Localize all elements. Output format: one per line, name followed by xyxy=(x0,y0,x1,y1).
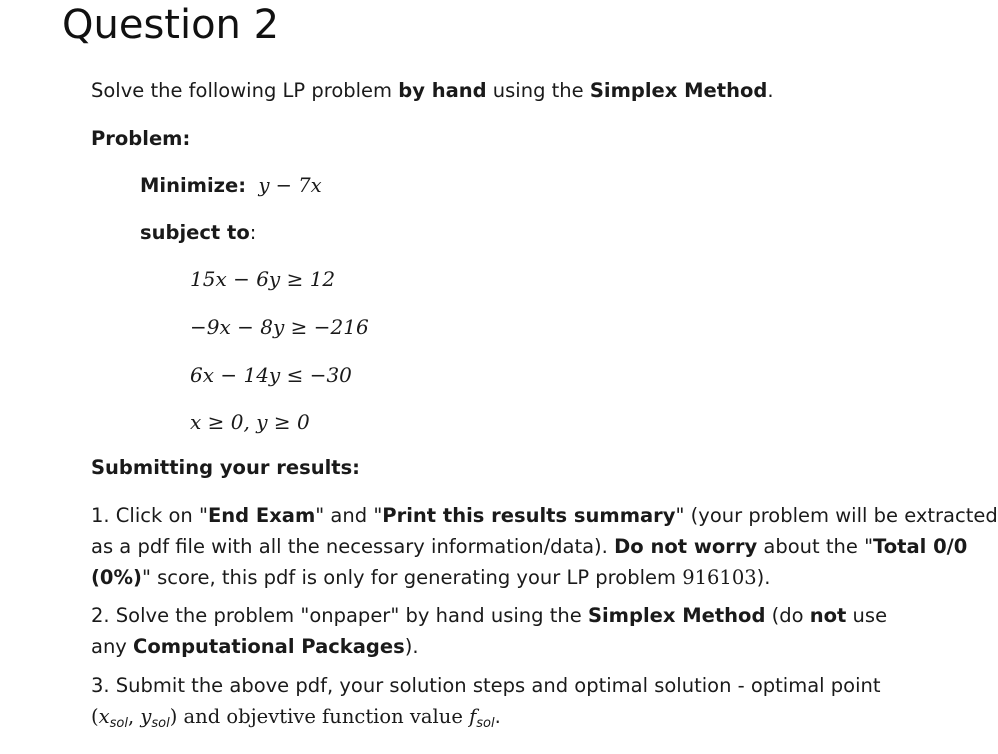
step-1-line-2: as a pdf file with all the necessary information/data). Do not worry about the "Total 0/0 xyxy=(91,535,968,558)
step-3-line-2: ($x_{sol}$, $y_{sol}$) and objevtive function value $f_{sol}$. xyxy=(91,705,501,731)
objective-expression: y − 7x xyxy=(258,174,322,197)
objective-line: Minimize: y − 7x xyxy=(140,174,322,197)
subject-to-label: subject to: xyxy=(140,221,257,244)
constraint-3: 6x − 14y ≤ −30 xyxy=(190,363,352,387)
constraint-nonnegativity: x ≥ 0, y ≥ 0 xyxy=(190,410,310,434)
step-2-line-1: 2. Solve the problem "onpaper" by hand using the Simplex Method (do not use xyxy=(91,604,888,627)
step-1-line-3: (0%)" score, this pdf is only for generating your LP problem 916103). xyxy=(91,566,771,589)
constraint-1: 15x − 6y ≥ 12 xyxy=(190,267,336,291)
problem-label: Problem: xyxy=(91,127,191,150)
problem-number: 916103 xyxy=(682,566,757,589)
step-1-line-1: 1. Click on "End Exam" and "Print this results summary" (your problem will be extracted xyxy=(91,504,998,527)
step-3-line-1: 3. Submit the above pdf, your solution steps and optimal solution - optimal point xyxy=(91,674,881,697)
submitting-label: Submitting your results: xyxy=(91,456,360,479)
constraint-2: −9x − 8y ≥ −216 xyxy=(190,315,369,339)
step-2-line-2: any Computational Packages). xyxy=(91,635,419,658)
intro-paragraph: Solve the following LP problem by hand using the Simplex Method. xyxy=(91,79,774,102)
page-title: Question 2 xyxy=(62,2,280,48)
